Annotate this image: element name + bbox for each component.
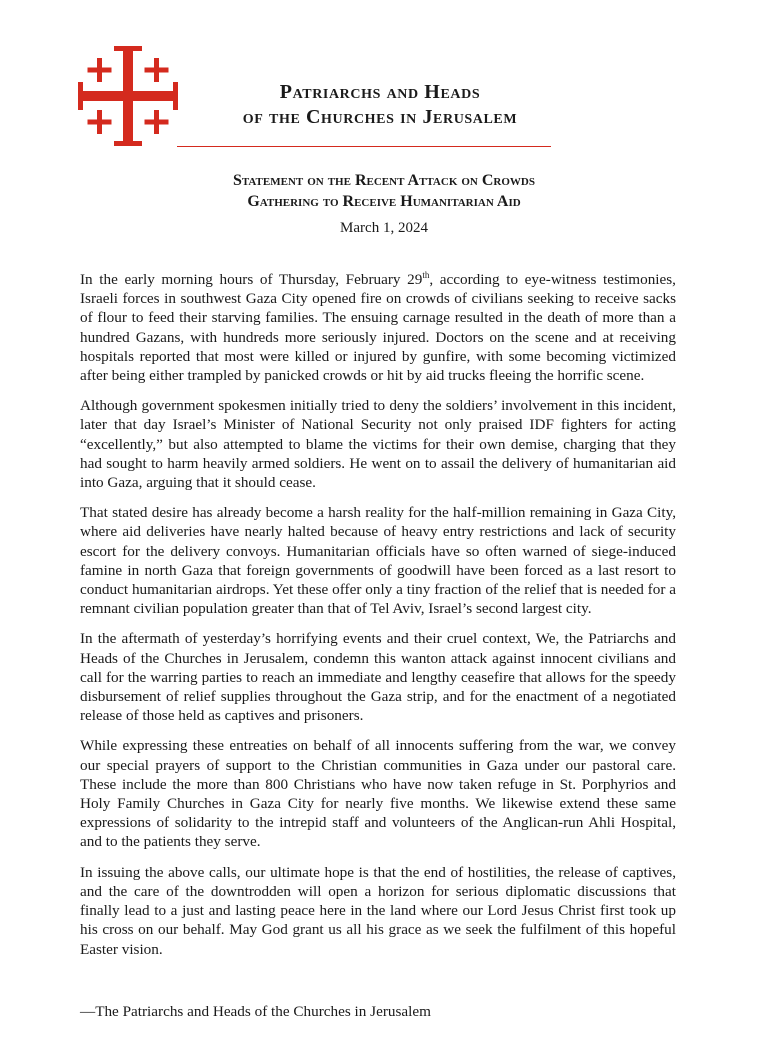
organization-title-line-2: of the Churches in Jerusalem — [242, 106, 518, 128]
organization-title — [200, 80, 560, 130]
jerusalem-cross-icon — [78, 46, 178, 146]
paragraph-5: While expressing these entreaties on behalf of all innocents suffering from the war, we convey our special prayers of support to the Christian communities in Gaza under our pastoral care. These include the more than 800 Christians who have now taken refuge in St. Porphyrios and Holy Family Churches in Gaza City for nearly five months. We likewise extend these same expressions of solidarity to the intrepid staff and volunteers of the Anglican-run Ahli Hospital, and to the patients they serve. — [80, 737, 676, 851]
ordinal-suffix: th — [422, 269, 430, 280]
paragraph-1 — [80, 270, 676, 385]
statement-title-line-1: Statement on the Recent Attack on Crowds — [233, 172, 535, 189]
organization-title-line-1: Patriarchs and Heads — [279, 81, 481, 103]
paragraph-2: Although government spokesmen initially tried to deny the soldiers’ involvement in this incident, later that day Israel’s Minister of National Security not only praised IDF fighters for acting “excellently,” but also attempted to blame the victims for their own demise, charging that they had sought to harm heavily armed soldiers. He went on to assail the delivery of humanitarian aid into Gaza, arguing that it should cease. — [80, 397, 676, 492]
paragraph-4: In the aftermath of yesterday’s horrifying events and their cruel context, We, the Patriarchs and Heads of the Churches in Jerusalem, condemn this wanton attack against innocent civilians and call for the warring parties to reach an immediate and lengthy ceasefire that allows for the speedy disbursement of relief supplies throughout the Gaza strip, and for the enactment of a negotiated release of those held as captives and prisoners. — [80, 630, 676, 725]
statement-title-line-2: Gathering to Receive Humanitarian Aid — [247, 193, 521, 210]
statement-date: March 1, 2024 — [340, 220, 428, 236]
statement-title — [120, 170, 648, 212]
statement-body — [80, 270, 676, 970]
paragraph-3: That stated desire has already become a harsh reality for the half-million remaining in Gaza City, where aid deliveries have nearly halted because of heavy entry restrictions and lack of security escort for the delivery convoys. Humanitarian officials have so often warned of siege-induced famine in north Gaza that foreign governments of goodwill have been forced as a last resort to conduct humanitarian airdrops. Yet these offer only a tiny fraction of the relief that is needed for a remnant civilian population greater than that of Tel Aviv, Israel’s second largest city. — [80, 504, 676, 618]
paragraph-1-start: In the early morning hours of Thursday, February 29 — [80, 271, 423, 288]
paragraph-1-rest: , according to eye-witness testimonies, Israeli forces in southwest Gaza City opened fire on crowds of civilians seeking to receive sacks of flour to feed their starving families. The ensuing carnage resulted in the death of more than a hundred Gazans, with hundreds more seriously injured. Doctors on the scene and at receiving hospitals reported that most were killed or injured by gunfire, with some becoming victimized after being either trampled by panicked crowds or hit by aid trucks fleeing the horrific scene. — [80, 271, 676, 385]
paragraph-6: In issuing the above calls, our ultimate hope is that the end of hostilities, the release of captives, and the care of the downtrodden will open a horizon for serious diplomatic discussions that finally lead to a just and lasting peace here in the land where our Lord Jesus Christ first took up his cross on our behalf. May God grant us all his grace as we seek the fulfilment of this hopeful Easter vision. — [80, 863, 676, 958]
header-divider — [177, 146, 551, 147]
signature: —The Patriarchs and Heads of the Churches in Jerusalem — [80, 1003, 431, 1020]
